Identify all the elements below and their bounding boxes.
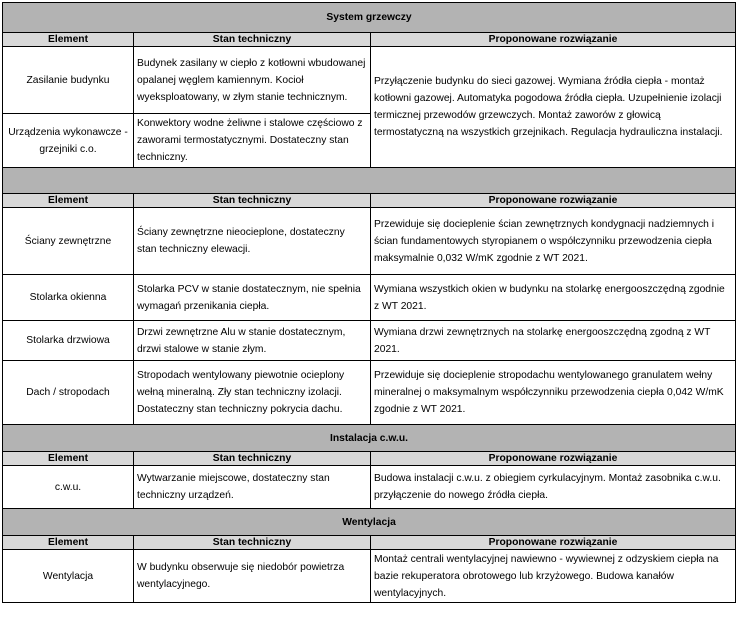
section-header-row [3,168,736,194]
column-header-row [3,194,736,208]
column-header-element: Element [3,452,134,466]
stan-cell: Konwektory wodne żeliwne i stalowe częściowo z zaworami termostatycznymi. Dostateczny stan techniczny. [134,114,371,168]
section-header-row [3,509,736,536]
column-header-rozw: Proponowane rozwiązanie [371,452,736,466]
column-header-element: Element [3,536,134,550]
table-row [3,208,736,275]
column-header-stan: Stan techniczny [134,452,371,466]
table-row [3,321,736,361]
section-header-row [3,3,736,33]
rozw-cell: Przyłączenie budynku do sieci gazowej. Wymiana źródła ciepła - montaż kotłowni gazowej. Automatyka pogodowa źródła ciepła. Uzupełnienie izolacji termicznej przewodów grzewczych. Montaż zaworów z głowicą termostatyczną na wszystkich grzejnikach. Regulacja hydrauliczna instalacji. [371,47,736,168]
section-title: Instalacja c.w.u. [3,425,736,452]
table-row [3,466,736,509]
column-header-element: Element [3,194,134,208]
stan-cell: Stolarka PCV w stanie dostatecznym, nie spełnia wymagań przenikania ciepła. [134,275,371,321]
rozw-cell: Wymiana wszystkich okien w budynku na stolarkę energooszczędną zgodnie z WT 2021. [371,275,736,321]
stan-cell: Wytwarzanie miejscowe, dostateczny stan techniczny urządzeń. [134,466,371,509]
column-header-stan: Stan techniczny [134,33,371,47]
stan-cell: W budynku obserwuje się niedobór powietrza wentylacyjnego. [134,550,371,603]
element-cell: Zasilanie budynku [3,47,134,114]
column-header-rozw: Proponowane rozwiązanie [371,536,736,550]
stan-cell: Drzwi zewnętrzne Alu w stanie dostatecznym, drzwi stalowe w stanie złym. [134,321,371,361]
element-cell: c.w.u. [3,466,134,509]
element-cell: Ściany zewnętrzne [3,208,134,275]
table-row [3,361,736,425]
element-cell: Wentylacja [3,550,134,603]
column-header-rozw: Proponowane rozwiązanie [371,194,736,208]
column-header-row [3,536,736,550]
section-title [3,168,736,194]
element-cell: Urządzenia wykonawcze - grzejniki c.o. [3,114,134,168]
section-header-row [3,425,736,452]
element-cell: Dach / stropodach [3,361,134,425]
element-cell: Stolarka drzwiowa [3,321,134,361]
section-title: Wentylacja [3,509,736,536]
stan-cell: Stropodach wentylowany piewotnie ocieplony wełną mineralną. Zły stan techniczny izolacji. Dostateczny stan techniczny pokrycia dachu. [134,361,371,425]
stan-cell: Budynek zasilany w ciepło z kotłowni wbudowanej opalanej węglem kamiennym. Kocioł wyeksploatowany, w złym stanie technicznym. [134,47,371,114]
element-cell: Stolarka okienna [3,275,134,321]
column-header-rozw: Proponowane rozwiązanie [371,33,736,47]
rozw-cell: Wymiana drzwi zewnętrznych na stolarkę energooszczędną zgodną z WT 2021. [371,321,736,361]
column-header-row [3,33,736,47]
column-header-stan: Stan techniczny [134,194,371,208]
section-title: System grzewczy [3,3,736,33]
technical-assessment-table [2,2,736,603]
stan-cell: Ściany zewnętrzne nieocieplone, dostateczny stan techniczny elewacji. [134,208,371,275]
table-row [3,550,736,603]
rozw-cell: Przewiduje się docieplenie stropodachu wentylowanego granulatem wełny mineralnej o maksymalnym współczynniku przewodzenia ciepła 0,042 W/mK zgodnie z WT 2021. [371,361,736,425]
column-header-row [3,452,736,466]
column-header-element: Element [3,33,134,47]
rozw-cell: Przewiduje się docieplenie ścian zewnętrznych kondygnacji nadziemnych i ścian fundamentowych styropianem o współczynniku przewodzenia ciepła maksymalnie 0,032 W/mK zgodnie z WT 2021. [371,208,736,275]
table-row [3,47,736,114]
rozw-cell: Budowa instalacji c.w.u. z obiegiem cyrkulacyjnym. Montaż zasobnika c.w.u. przyłączenie do nowego źródła ciepła. [371,466,736,509]
rozw-cell: Montaż centrali wentylacyjnej nawiewno - wywiewnej z odzyskiem ciepła na bazie rekuperatora obrotowego lub krzyżowego. Budowa kanałów wentylacyjnych. [371,550,736,603]
column-header-stan: Stan techniczny [134,536,371,550]
table-row [3,275,736,321]
